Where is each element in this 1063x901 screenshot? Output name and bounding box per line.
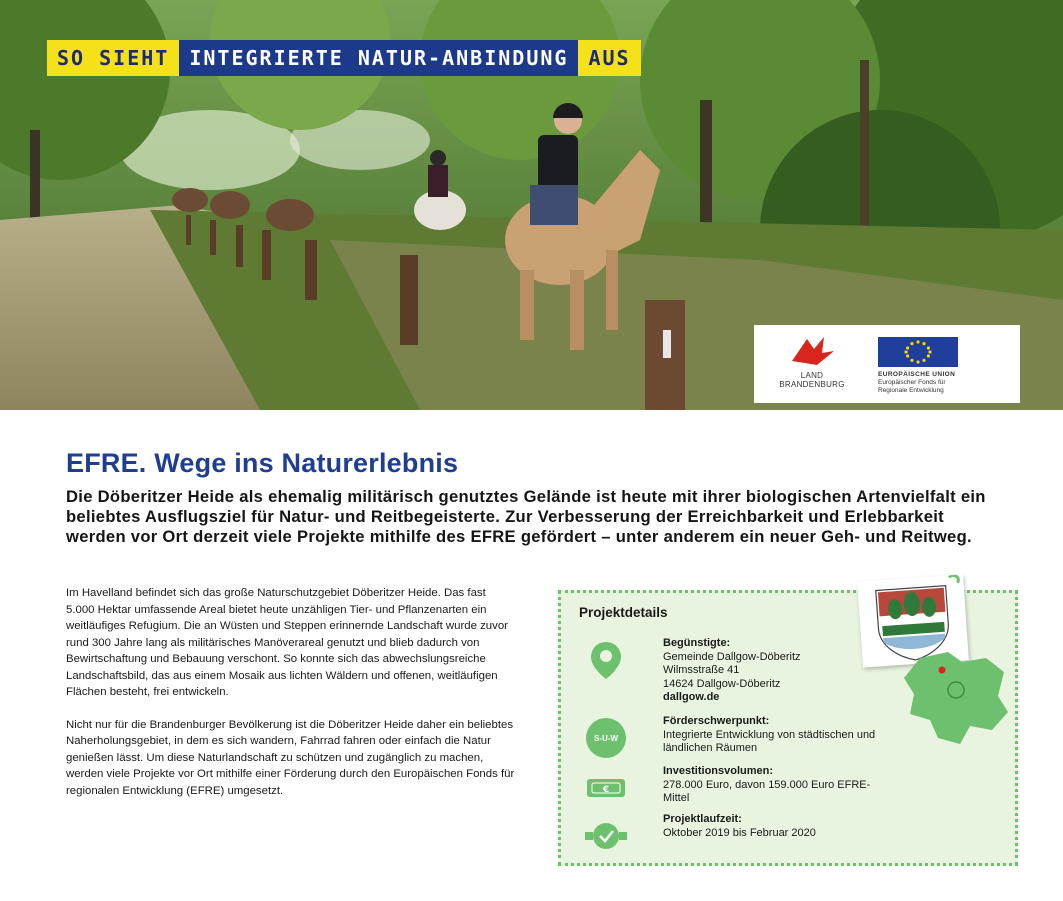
- eu-line-1: EUROPÄISCHE UNION: [878, 371, 956, 378]
- suw-badge-icon: S-U-W: [586, 718, 626, 758]
- svg-text:€: €: [602, 785, 610, 795]
- eu-flag-icon: [878, 337, 958, 367]
- brandenburg-line-2: BRANDENBURG: [779, 380, 845, 389]
- details-title: Projektdetails: [579, 605, 668, 620]
- banner-part-2: INTEGRIERTE NATUR-ANBINDUNG: [179, 40, 578, 76]
- banner-part-1: SO SIEHT: [47, 40, 179, 76]
- location-pin-icon: [583, 637, 629, 683]
- duration-text: Oktober 2019 bis Februar 2020: [663, 826, 816, 839]
- banner-part-3: AUS: [578, 40, 640, 76]
- eu-logo: [878, 331, 1008, 397]
- money-icon: [583, 765, 629, 811]
- beneficiary-website[interactable]: dallgow.de: [663, 691, 720, 703]
- duration-row: [583, 813, 883, 859]
- eagle-icon: [762, 331, 862, 371]
- intro-paragraph: Die Döberitzer Heide als ehemalig militärisch genutztes Gelände ist heute mit ihrer biologischen Artenvielfalt ein beliebtes Ausflugsziel für Natur- und Reitbegeisterte. Zur Verbesserung der Erreichbarkeit und Erlebbarkeit werden vor Ort derzeit viele Projekte mithilfe des EFRE gefördert – unter anderem ein neuer Geh- und Reitweg.: [66, 487, 986, 546]
- focus-text: Integrierte Entwicklung von städtischen und ländlichen Räumen: [663, 728, 876, 754]
- hero-photo: [0, 0, 1063, 410]
- eu-line-2: Europäischer Fonds für: [878, 379, 946, 386]
- focus-row: [583, 715, 883, 761]
- eu-line-3: Regionale Entwicklung: [878, 387, 944, 394]
- headline-banner: [47, 40, 641, 76]
- investment-row: [583, 765, 883, 811]
- duration-label: Projektlaufzeit:: [663, 813, 742, 825]
- beneficiary-row: [583, 637, 883, 705]
- investment-text: 278.000 Euro, davon 159.000 Euro EFRE-Mittel: [663, 778, 871, 804]
- focus-label: Förderschwerpunkt:: [663, 715, 770, 727]
- brandenburg-line-1: LAND: [800, 371, 824, 380]
- brandenburg-logo: [762, 331, 862, 397]
- sponsor-logos: [754, 325, 1020, 403]
- page-title: EFRE. Wege ins Naturerlebnis: [66, 448, 459, 478]
- body-paragraph-1: Im Havelland befindet sich das große Naturschutzgebiet Döberitzer Heide. Das fast 5.000 Hektar umfassende Areal bietet heute unzähligen Tier- und Pflanzenarten ein weitläufiges Refugium. Die an Wüsten und Steppen erinnernde Landschaft wurde zuvor rund 300 Jahre lang als militärisches Manöverareal genutzt und blieb dadurch von Bewirtschaftung und Bebauung verschont. So konnte sich das abwechslungsreiche Landschaftsbild, das aus einem Mosaik aus lichten Wäldern und offenen, weitläufigen Flächen besteht, frei entwickeln.: [66, 587, 508, 698]
- investment-label: Investitionsvolumen:: [663, 765, 774, 777]
- beneficiary-name: Gemeinde Dallgow-Döberitz: [663, 650, 801, 663]
- beneficiary-street: Wilmsstraße 41: [663, 664, 740, 676]
- beneficiary-city: 14624 Dallgow-Döberitz: [663, 677, 781, 690]
- brandenburg-map-icon: [900, 648, 1012, 753]
- clock-icon: [583, 813, 629, 859]
- body-paragraph-2: Nicht nur für die Brandenburger Bevölkerung ist die Döberitzer Heide daher ein beliebtes Naherholungsgebiet, in dem es sich wandern, Fahrrad fahren oder einfach die Natur genießen lässt. Um diese Naturlandschaft zu schützen und zugänglich zu machen, werden viele Projekte vor Ort mithilfe einer Förderung durch den Europäischen Fonds für regionalen Entwicklung (EFRE) umgesetzt.: [66, 718, 515, 797]
- article-body: [66, 585, 516, 799]
- beneficiary-label: Begünstigte:: [663, 637, 731, 649]
